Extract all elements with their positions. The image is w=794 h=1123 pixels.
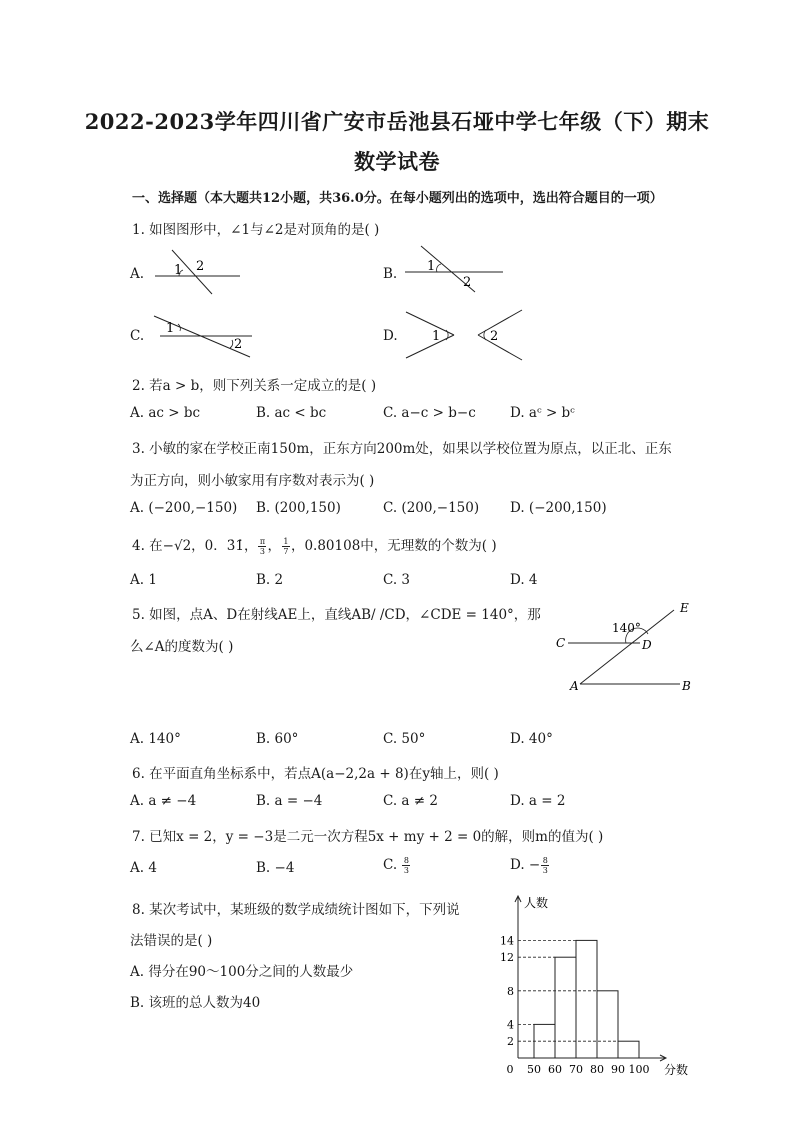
q1a-label-2: 2 xyxy=(196,259,205,274)
question-1-stem: 1. 如图图形中，∠1与∠2是对顶角的是( ) xyxy=(132,222,380,238)
q8-option-a: A. 得分在90～100分之间的人数最少 xyxy=(130,964,354,980)
q5-option-b: B. 60° xyxy=(256,731,299,747)
q1d-label-1: 1 xyxy=(432,329,441,344)
q6-option-a: A. a ≠ −4 xyxy=(130,793,197,809)
section-heading: 一、选择题（本大题共12小题，共36.0分。在每小题列出的选项中，选出符合题目的一项） xyxy=(132,191,663,206)
page-title-line1: 2022-2023学年四川省广安市岳池县石垭中学七年级（下）期末 xyxy=(84,109,710,134)
x-tick-label-60: 60 xyxy=(548,1063,562,1076)
q1-figure-a xyxy=(150,244,250,298)
y-axis-label: 人数 xyxy=(524,896,549,910)
q6-option-d: D. a = 2 xyxy=(510,793,566,809)
q5-figure xyxy=(552,596,702,696)
q5-label-e: E xyxy=(680,601,689,615)
x-tick-label-90: 90 xyxy=(611,1063,625,1076)
x-tick-label-50: 50 xyxy=(527,1063,541,1076)
q7-option-d: D. − $\frac{8}{3}$ xyxy=(510,856,548,875)
question-5-stem-line1: 5. 如图，点A、D在射线AE上，直线AB/ /CD，∠CDE = 140°，那 xyxy=(132,607,541,623)
q1c-label-2: 2 xyxy=(234,337,243,352)
y-tick-label-12: 12 xyxy=(500,951,514,965)
q3-option-d: D. (−200,150) xyxy=(510,500,607,516)
q3-option-c: C. (200,−150) xyxy=(383,500,480,516)
q7-option-a: A. 4 xyxy=(130,860,157,876)
q1c-label-1: 1 xyxy=(166,321,175,336)
q2-option-b: B. ac < bc xyxy=(256,405,327,421)
q1a-label-1: 1 xyxy=(174,263,183,278)
q7-option-c: C. $\frac{8}{3}$ xyxy=(383,856,409,875)
q7-fraction-d: $\frac{8}{3}$ xyxy=(542,856,548,875)
y-tick-label-4: 4 xyxy=(507,1018,514,1032)
q3-option-b: B. (200,150) xyxy=(256,500,341,516)
x-tick-label-100: 100 xyxy=(628,1063,650,1076)
q6-option-c: C. a ≠ 2 xyxy=(383,793,438,809)
q4-option-d: D. 4 xyxy=(510,572,538,588)
page-title-line2: 数学试卷 xyxy=(354,149,440,174)
q5-option-d: D. 40° xyxy=(510,731,553,747)
q1b-angle-arc xyxy=(437,264,441,272)
x-tick-label-80: 80 xyxy=(590,1063,604,1076)
q5-angle-label: 140° xyxy=(612,621,641,635)
histogram-bar-90 xyxy=(618,1041,639,1058)
q1-figure-c xyxy=(150,310,260,362)
q1b-label-1: 1 xyxy=(427,259,436,274)
q3-option-a: A. (−200,−150) xyxy=(130,500,238,516)
y-tick-label-8: 8 xyxy=(507,984,514,998)
histogram-bar-60 xyxy=(555,957,576,1058)
question-3-stem-line1: 3. 小敏的家在学校正南150m，正东方向200m处，如果以学校位置为原点，以正北、正东 xyxy=(132,441,672,457)
question-8-stem-line1: 8. 某次考试中，某班级的数学成绩统计图如下，下列说 xyxy=(132,902,460,918)
q4-option-c: C. 3 xyxy=(383,572,411,588)
q2-option-c: C. a−c > b−c xyxy=(383,405,476,421)
q1-figure-b xyxy=(405,240,515,296)
q1-option-d-label: D. xyxy=(383,328,398,344)
q1-option-c-label: C. xyxy=(130,328,145,344)
histogram-bar-80 xyxy=(597,991,618,1058)
q4-option-a: A. 1 xyxy=(130,572,157,588)
q7-fraction-c: $\frac{8}{3}$ xyxy=(403,856,409,875)
q7-option-b: B. −4 xyxy=(256,860,295,876)
q4-option-b: B. 2 xyxy=(256,572,284,588)
q8-option-b: B. 该班的总人数为40 xyxy=(130,995,261,1011)
q5-label-a: A xyxy=(570,679,579,693)
q1b-label-2: 2 xyxy=(463,275,472,290)
q1-figure-d xyxy=(400,306,530,362)
histogram-bar-70 xyxy=(576,940,597,1058)
y-tick-label-14: 14 xyxy=(500,934,514,948)
q6-option-b: B. a = −4 xyxy=(256,793,323,809)
y-tick-label-2: 2 xyxy=(507,1035,514,1049)
q1-option-b-label: B. xyxy=(383,266,398,282)
question-4-stem: 4. 在−√2，0．3̇1̇， $\frac{\pi}{3}$ ， $\frac{1}{7}$ ，0.80108中，无理数的个数为( ) xyxy=(132,537,497,556)
q2-option-a: A. ac > bc xyxy=(130,405,201,421)
q4-stem-part-b: ，0.80108中，无理数的个数为( ) xyxy=(290,538,497,554)
question-3-stem-line2: 为正方向，则小敏家用有序数对表示为( ) xyxy=(130,473,375,489)
question-5-stem-line2: 么∠A的度数为( ) xyxy=(130,639,234,655)
q8-histogram xyxy=(490,888,700,1078)
q4-stem-part-a: 4. 在−√2，0．3̇1̇， xyxy=(132,538,258,554)
q4-fraction-1-7: $\frac{1}{7}$ xyxy=(283,537,289,556)
q5-option-c: C. 50° xyxy=(383,731,426,747)
q1d-label-2: 2 xyxy=(490,329,499,344)
x-tick-label-70: 70 xyxy=(569,1063,583,1076)
q1c-angle-arc-2 xyxy=(230,340,233,348)
question-2-stem: 2. 若a > b，则下列关系一定成立的是( ) xyxy=(132,378,377,394)
q5-label-d: D xyxy=(642,638,652,652)
question-8-stem-line2: 法错误的是( ) xyxy=(130,933,213,949)
q1-option-a-label: A. xyxy=(130,266,145,282)
x-tick-label-0: 0 xyxy=(506,1063,514,1076)
q4-fraction-pi-3: $\frac{\pi}{3}$ xyxy=(259,537,266,556)
question-6-stem: 6. 在平面直角坐标系中，若点A(a−2,2a + 8)在y轴上，则( ) xyxy=(132,766,499,782)
question-7-stem: 7. 已知x = 2，y = −3是二元一次方程5x + my + 2 = 0的解，则m的值为( ) xyxy=(132,829,604,845)
q2-option-d: D. aᶜ > bᶜ xyxy=(510,405,575,421)
q5-label-b: B xyxy=(682,679,691,693)
q5-option-a: A. 140° xyxy=(130,731,181,747)
x-axis-label: 分数 xyxy=(664,1063,689,1077)
q5-label-c: C xyxy=(556,636,566,650)
q1c-angle-arc-1 xyxy=(178,324,180,331)
